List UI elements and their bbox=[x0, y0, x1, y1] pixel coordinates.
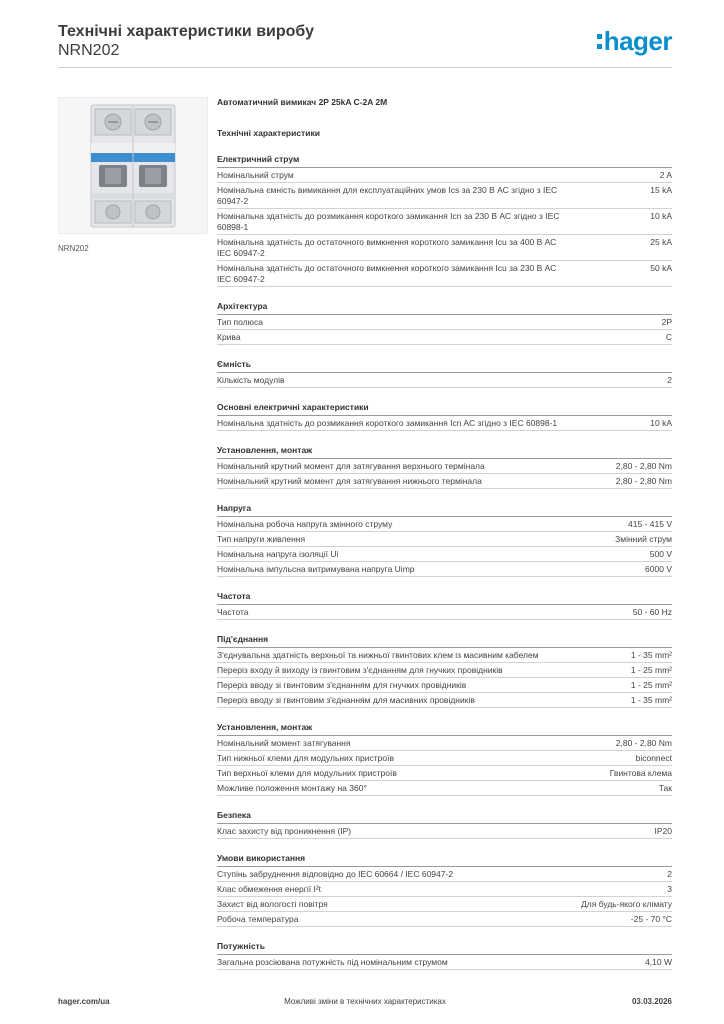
circuit-breaker-icon bbox=[85, 101, 181, 231]
spec-section bbox=[217, 722, 672, 796]
spec-row bbox=[217, 678, 672, 693]
section-title: Ємність bbox=[217, 359, 672, 373]
spec-label: Тип полюса bbox=[217, 316, 263, 327]
spec-label: Тип верхньої клеми для модульних пристроїв bbox=[217, 767, 397, 778]
spec-section bbox=[217, 301, 672, 345]
spec-value: Гвинтова клема bbox=[609, 767, 672, 778]
spec-row bbox=[217, 547, 672, 562]
spec-row bbox=[217, 373, 672, 388]
spec-row bbox=[217, 605, 672, 620]
spec-row bbox=[217, 209, 672, 235]
spec-value: 50 - 60 Hz bbox=[632, 606, 672, 617]
spec-value: 15 kA bbox=[650, 184, 672, 195]
spec-label: Переріз вводу зі гвинтовим з'єднанням для масивних провідників bbox=[217, 694, 475, 705]
footer-website: hager.com/ua bbox=[58, 997, 110, 1006]
spec-row bbox=[217, 882, 672, 897]
spec-row bbox=[217, 751, 672, 766]
spec-section bbox=[217, 359, 672, 388]
spec-row bbox=[217, 261, 672, 287]
spec-value: 6000 V bbox=[645, 563, 672, 574]
spec-row bbox=[217, 183, 672, 209]
spec-label: Крива bbox=[217, 331, 241, 342]
spec-value: 1 - 25 mm² bbox=[630, 664, 672, 675]
section-title: Потужність bbox=[217, 941, 672, 955]
spec-row bbox=[217, 766, 672, 781]
spec-value: 2 bbox=[667, 868, 672, 879]
spec-row bbox=[217, 867, 672, 882]
spec-value: 2P bbox=[661, 316, 672, 327]
spec-row bbox=[217, 235, 672, 261]
spec-row bbox=[217, 315, 672, 330]
spec-value: 415 - 415 V bbox=[628, 518, 672, 529]
spec-value: -25 - 70 °C bbox=[630, 913, 672, 924]
spec-value: 2,80 - 2,80 Nm bbox=[615, 737, 672, 748]
spec-value: biconnect bbox=[635, 752, 672, 763]
spec-sections bbox=[217, 154, 672, 970]
spec-label: Номінальна імпульсна витримувана напруга Uimp bbox=[217, 563, 415, 574]
spec-section bbox=[217, 941, 672, 970]
spec-value: 50 kA bbox=[650, 262, 672, 273]
spec-row bbox=[217, 955, 672, 970]
spec-section bbox=[217, 154, 672, 287]
spec-label: Номінальна здатність до остаточного вимкнення короткого замикання Icu за 400 В АС IEC 60947-2 bbox=[217, 236, 557, 258]
footer-notice: Можливі зміни в технічних характеристиках bbox=[284, 997, 446, 1006]
spec-label: Номінальний струм bbox=[217, 169, 294, 180]
spec-value: Так bbox=[658, 782, 672, 793]
spec-value: 2 bbox=[667, 374, 672, 385]
spec-label: Номінальна здатність до розмикання короткого замикання Icn AC згідно з IEC 60898-1 bbox=[217, 417, 558, 428]
spec-label: Переріз входу й виходу із гвинтовим з'єднанням для гнучких провідників bbox=[217, 664, 503, 675]
spec-value: 1 - 35 mm² bbox=[630, 649, 672, 660]
circuit-breaker-image bbox=[58, 97, 208, 234]
spec-label: Клас захисту від проникнення (IP) bbox=[217, 825, 352, 836]
spec-row bbox=[217, 532, 672, 547]
logo-text: hager bbox=[603, 26, 672, 56]
image-caption: NRN202 bbox=[58, 244, 89, 253]
spec-section bbox=[217, 634, 672, 708]
spec-value: C bbox=[665, 331, 672, 342]
spec-value: 2,80 - 2,80 Nm bbox=[615, 475, 672, 486]
spec-label: З'єднувальна здатність верхньої та нижньої гвинтових клем із масивним кабелем bbox=[217, 649, 539, 660]
spec-label: Номінальний крутний момент для затягування нижнього термінала bbox=[217, 475, 482, 486]
footer-date: 03.03.2026 bbox=[631, 997, 672, 1006]
spec-value: 1 - 25 mm² bbox=[630, 679, 672, 690]
spec-value: Для будь-якого клімату bbox=[581, 898, 672, 909]
spec-row bbox=[217, 330, 672, 345]
spec-row bbox=[217, 897, 672, 912]
spec-row bbox=[217, 781, 672, 796]
spec-row bbox=[217, 517, 672, 532]
spec-label: Номінальна здатність до розмикання короткого замикання Icn за 230 В АС згідно з IEC 60898-1 bbox=[217, 210, 560, 232]
spec-label: Тип напруги живлення bbox=[217, 533, 306, 544]
product-name: Автоматичний вимикач 2P 25kA C-2A 2M bbox=[217, 97, 388, 107]
spec-section bbox=[217, 402, 672, 431]
spec-label: Номінальна здатність до остаточного вимкнення короткого замикання Icu за 230 В АС IEC 60947-2 bbox=[217, 262, 557, 284]
spec-value: 500 V bbox=[649, 548, 672, 559]
section-title: Під'єднання bbox=[217, 634, 672, 648]
spec-section bbox=[217, 445, 672, 489]
spec-section bbox=[217, 853, 672, 927]
spec-label: Номінальний момент затягування bbox=[217, 737, 351, 748]
spec-value: IP20 bbox=[654, 825, 672, 836]
spec-row bbox=[217, 562, 672, 577]
section-title: Частота bbox=[217, 591, 672, 605]
spec-row bbox=[217, 416, 672, 431]
spec-value: 1 - 35 mm² bbox=[630, 694, 672, 705]
spec-value: 10 kA bbox=[650, 210, 672, 221]
section-title: Архітектура bbox=[217, 301, 672, 315]
spec-section bbox=[217, 591, 672, 620]
spec-value: 10 kA bbox=[650, 417, 672, 428]
logo-colon-icon bbox=[597, 34, 602, 49]
spec-row bbox=[217, 736, 672, 751]
spec-row bbox=[217, 693, 672, 708]
spec-row bbox=[217, 824, 672, 839]
section-title: Установлення, монтаж bbox=[217, 722, 672, 736]
spec-section bbox=[217, 810, 672, 839]
spec-value: 3 bbox=[667, 883, 672, 894]
spec-row bbox=[217, 648, 672, 663]
spec-label: Переріз вводу зі гвинтовим з'єднанням для гнучких провідників bbox=[217, 679, 467, 690]
spec-label: Ступінь забруднення відповідно до IEC 60664 / IEC 60947-2 bbox=[217, 868, 454, 879]
spec-label: Робоча температура bbox=[217, 913, 299, 924]
spec-label: Номінальна робоча напруга змінного струму bbox=[217, 518, 393, 529]
spec-label: Номінальна ємність вимикання для експлуатаційних умов Ics за 230 В АС згідно з IEC 60947-2 bbox=[217, 184, 558, 206]
spec-label: Тип нижньої клеми для модульних пристроїв bbox=[217, 752, 394, 763]
section-title: Установлення, монтаж bbox=[217, 445, 672, 459]
spec-row bbox=[217, 459, 672, 474]
tech-characteristics-heading: Технічні характеристики bbox=[217, 128, 320, 138]
document-subtitle: NRN202 bbox=[58, 42, 120, 59]
spec-label: Загальна розсіювана потужність під номінальним струмом bbox=[217, 956, 448, 967]
spec-value: 2 A bbox=[659, 169, 672, 180]
spec-label: Клас обмеження енергії I²t bbox=[217, 883, 322, 894]
spec-label: Захист від вологості повітря bbox=[217, 898, 328, 909]
specification-panel bbox=[217, 97, 672, 970]
header-divider bbox=[58, 67, 672, 68]
section-title: Напруга bbox=[217, 503, 672, 517]
spec-row bbox=[217, 474, 672, 489]
spec-value: Змінний струм bbox=[615, 533, 672, 544]
spec-value: 25 kA bbox=[650, 236, 672, 247]
spec-label: Можливе положення монтажу на 360° bbox=[217, 782, 367, 793]
spec-section bbox=[217, 503, 672, 577]
section-title: Умови використання bbox=[217, 853, 672, 867]
spec-label: Частота bbox=[217, 606, 249, 617]
section-title: Безпека bbox=[217, 810, 672, 824]
spec-row bbox=[217, 912, 672, 927]
spec-value: 2,80 - 2,80 Nm bbox=[615, 460, 672, 471]
section-title: Основні електричні характеристики bbox=[217, 402, 672, 416]
spec-label: Номінальний крутний момент для затягування верхнього термінала bbox=[217, 460, 485, 471]
spec-value: 4,10 W bbox=[645, 956, 672, 967]
page-header bbox=[58, 22, 672, 66]
section-title: Електричний струм bbox=[217, 154, 672, 168]
spec-row bbox=[217, 168, 672, 183]
spec-label: Кількість модулів bbox=[217, 374, 285, 385]
spec-row bbox=[217, 663, 672, 678]
spec-label: Номінальна напруга ізоляції Ui bbox=[217, 548, 339, 559]
document-title: Технічні характеристики виробу bbox=[58, 23, 314, 40]
hager-logo bbox=[597, 26, 672, 57]
